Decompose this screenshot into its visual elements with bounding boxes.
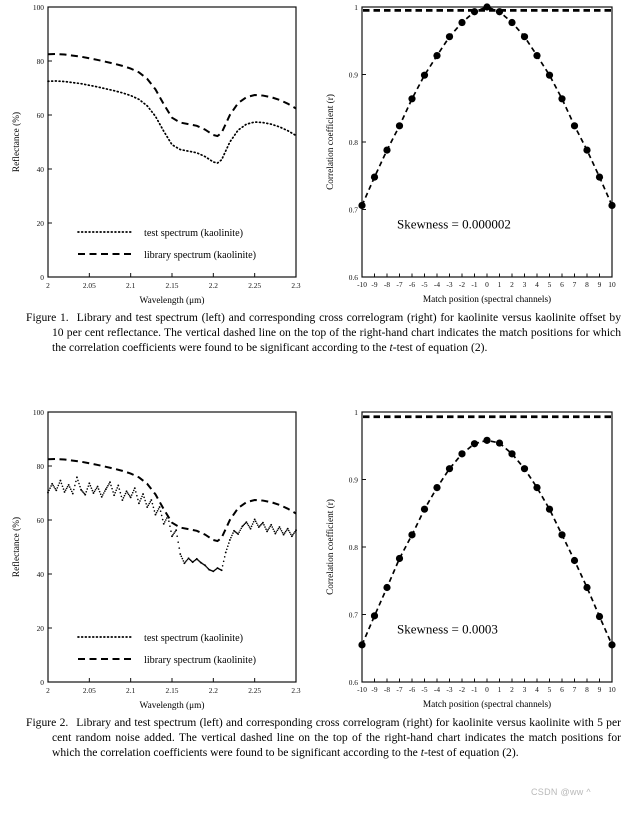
- x-tick-label: -2: [458, 280, 466, 289]
- data-point: [508, 19, 515, 26]
- x-tick-label: -1: [471, 280, 478, 289]
- data-point: [596, 174, 603, 181]
- x-tick-label: 2.1: [126, 281, 136, 290]
- x-tick-label: -6: [408, 280, 416, 289]
- data-point: [421, 506, 428, 513]
- skewness-annotation: Skewness = 0.0003: [397, 621, 498, 637]
- data-point: [571, 557, 578, 564]
- data-point: [496, 439, 503, 446]
- y-tick-label: 1: [354, 3, 358, 12]
- x-axis-title: Match position (spectral channels): [422, 295, 552, 305]
- data-point: [471, 8, 478, 15]
- y-tick-label: 60: [36, 111, 44, 120]
- x-tick-label: 4: [535, 280, 539, 289]
- x-tick-label: 2.1: [126, 686, 136, 695]
- x-tick-label: 6: [560, 685, 564, 694]
- x-tick-label: 10: [608, 685, 616, 694]
- x-tick-label: -7: [396, 280, 403, 289]
- correlogram-chart-1: [320, 0, 625, 310]
- y-tick-label: 80: [36, 462, 44, 471]
- data-point: [483, 3, 490, 10]
- y-axis-title: Correlation coefficient (r): [326, 499, 336, 595]
- x-tick-label: 2: [510, 280, 514, 289]
- y-axis-title: Reflectance (%): [12, 516, 22, 578]
- y-tick-label: 0.9: [348, 475, 358, 485]
- x-axis-title: Wavelength (μm): [139, 701, 205, 711]
- data-point: [471, 440, 478, 447]
- figure-1-caption-label: Figure 1.: [26, 311, 69, 324]
- figure-2-caption: [0, 715, 631, 761]
- x-tick-label: 8: [585, 685, 589, 694]
- x-tick-label: 8: [585, 280, 589, 289]
- x-tick-label: -4: [433, 280, 441, 289]
- data-point: [383, 147, 390, 154]
- data-point: [596, 613, 603, 620]
- x-tick-label: 1: [497, 280, 502, 289]
- x-tick-label: 2: [510, 685, 514, 694]
- y-tick-label: 0: [40, 273, 44, 282]
- legend-label-library: library spectrum (kaolinite): [144, 655, 257, 666]
- data-point: [521, 465, 528, 472]
- data-point: [533, 484, 540, 491]
- x-tick-label: -9: [371, 280, 378, 289]
- x-tick-label: 6: [560, 280, 564, 289]
- data-point: [433, 52, 440, 59]
- x-axis-title: Match position (spectral channels): [422, 700, 552, 710]
- y-tick-label: 20: [36, 219, 44, 228]
- y-tick-label: 0.8: [348, 138, 358, 147]
- x-tick-label: -6: [408, 685, 416, 694]
- spectrum-chart-2: [8, 405, 308, 715]
- data-point: [408, 95, 415, 102]
- data-point: [608, 202, 615, 209]
- data-point: [433, 484, 440, 491]
- data-point: [546, 506, 553, 513]
- data-point: [558, 531, 565, 538]
- x-tick-label: 5: [547, 685, 552, 694]
- data-point: [371, 174, 378, 181]
- x-tick-label: 2.3: [291, 281, 301, 290]
- y-tick-label: 1: [354, 408, 358, 417]
- data-point: [496, 8, 503, 15]
- x-tick-label: -3: [446, 280, 453, 289]
- x-tick-label: -2: [458, 685, 466, 694]
- x-tick-label: 0: [485, 685, 489, 694]
- data-point: [421, 72, 428, 79]
- y-tick-label: 100: [32, 3, 44, 12]
- x-tick-label: 5: [547, 280, 552, 289]
- data-point: [408, 531, 415, 538]
- plot-frame: [362, 7, 612, 277]
- data-point: [483, 437, 490, 444]
- figure-1: [0, 0, 631, 356]
- figure-2-charts-row: [0, 405, 631, 715]
- figure-1-caption: [0, 310, 631, 356]
- x-tick-label: 2.15: [165, 686, 179, 695]
- x-tick-label: 4: [535, 685, 539, 694]
- y-tick-label: 0.8: [348, 543, 358, 552]
- data-point: [571, 122, 578, 129]
- y-tick-label: 20: [36, 624, 44, 633]
- data-point: [458, 19, 465, 26]
- y-tick-label: 0.9: [348, 70, 358, 80]
- data-point: [383, 584, 390, 591]
- y-axis-title: Reflectance (%): [12, 111, 22, 173]
- y-tick-label: 0.7: [348, 205, 358, 215]
- csdn-watermark: CSDN @ww ^: [531, 787, 591, 797]
- data-point: [508, 450, 515, 457]
- x-tick-label: -10: [357, 280, 367, 289]
- data-point: [583, 584, 590, 591]
- legend-label-test: test spectrum (kaolinite): [144, 228, 244, 239]
- y-tick-label: 0.6: [348, 678, 358, 687]
- y-tick-label: 0: [40, 678, 44, 687]
- y-axis-title: Correlation coefficient (r): [326, 94, 336, 190]
- skewness-annotation: Skewness = 0.000002: [397, 216, 511, 232]
- x-tick-label: 2.2: [208, 281, 218, 290]
- x-tick-label: 3: [522, 280, 527, 289]
- y-tick-label: 80: [36, 57, 44, 66]
- x-tick-label: 7: [572, 685, 577, 694]
- y-tick-label: 0.6: [348, 273, 358, 282]
- x-tick-label: 3: [522, 685, 527, 694]
- data-point: [358, 202, 365, 209]
- figure-1-charts-row: [0, 0, 631, 310]
- x-tick-label: -9: [371, 685, 378, 694]
- y-tick-label: 60: [36, 516, 44, 525]
- x-tick-label: -5: [421, 685, 428, 694]
- data-point: [583, 147, 590, 154]
- data-point: [521, 33, 528, 40]
- correlogram-chart-2: [320, 405, 625, 715]
- x-tick-label: -7: [396, 685, 403, 694]
- x-tick-label: 7: [572, 280, 577, 289]
- y-tick-label: 40: [36, 570, 44, 579]
- x-tick-label: 2.25: [248, 281, 262, 290]
- x-tick-label: -3: [446, 685, 453, 694]
- data-point: [371, 612, 378, 619]
- y-tick-label: 0.7: [348, 610, 358, 620]
- y-tick-label: 40: [36, 165, 44, 174]
- figure-2: [0, 405, 631, 761]
- x-tick-label: 2.3: [291, 686, 301, 695]
- data-point: [533, 52, 540, 59]
- x-tick-label: -8: [383, 685, 391, 694]
- x-tick-label: 9: [597, 685, 602, 694]
- plot-frame: [362, 412, 612, 682]
- figure-1-caption-text: Library and test spectrum (left) and corresponding cross correlogram (right) for kaolinite versus kaolinite offset by 10 per cent reflectance. The vertical dashed line on the top of the right-hand chart indicates the match positions for which the correlation coefficients were found to be significant according to the t-test of equation (2).: [52, 311, 621, 355]
- x-tick-label: 2: [46, 281, 50, 290]
- legend-label-library: library spectrum (kaolinite): [144, 250, 257, 261]
- spectrum-chart-1: [8, 0, 308, 310]
- x-tick-label: 2: [46, 686, 50, 695]
- data-point: [358, 641, 365, 648]
- x-tick-label: 2.05: [82, 686, 96, 695]
- x-tick-label: 2.15: [165, 281, 179, 290]
- data-point: [446, 33, 453, 40]
- x-tick-label: 2.05: [82, 281, 96, 290]
- data-point: [396, 555, 403, 562]
- figure-2-caption-text: Library and test spectrum (left) and corresponding cross correlogram (right) for kaolinite versus kaolinite with 5 per cent random noise added. The vertical dashed line on the top of the right-hand chart indicates the match positions for which the correlation coefficients were found to be significant according to the t-test of equation (2).: [52, 716, 621, 760]
- data-point: [608, 641, 615, 648]
- x-tick-label: 0: [485, 280, 489, 289]
- y-tick-label: 100: [32, 408, 44, 417]
- x-tick-label: -1: [471, 685, 478, 694]
- x-tick-label: 1: [497, 685, 502, 694]
- data-point: [396, 122, 403, 129]
- data-point: [546, 72, 553, 79]
- x-tick-label: -4: [433, 685, 441, 694]
- x-axis-title: Wavelength (μm): [139, 296, 205, 306]
- data-point: [446, 465, 453, 472]
- x-tick-label: -10: [357, 685, 367, 694]
- x-tick-label: 10: [608, 280, 616, 289]
- x-tick-label: 2.2: [208, 686, 218, 695]
- x-tick-label: -5: [421, 280, 428, 289]
- x-tick-label: 9: [597, 280, 602, 289]
- x-tick-label: -8: [383, 280, 391, 289]
- x-tick-label: 2.25: [248, 686, 262, 695]
- data-point: [558, 95, 565, 102]
- data-point: [458, 450, 465, 457]
- figure-2-caption-label: Figure 2.: [26, 716, 69, 729]
- legend-label-test: test spectrum (kaolinite): [144, 633, 244, 644]
